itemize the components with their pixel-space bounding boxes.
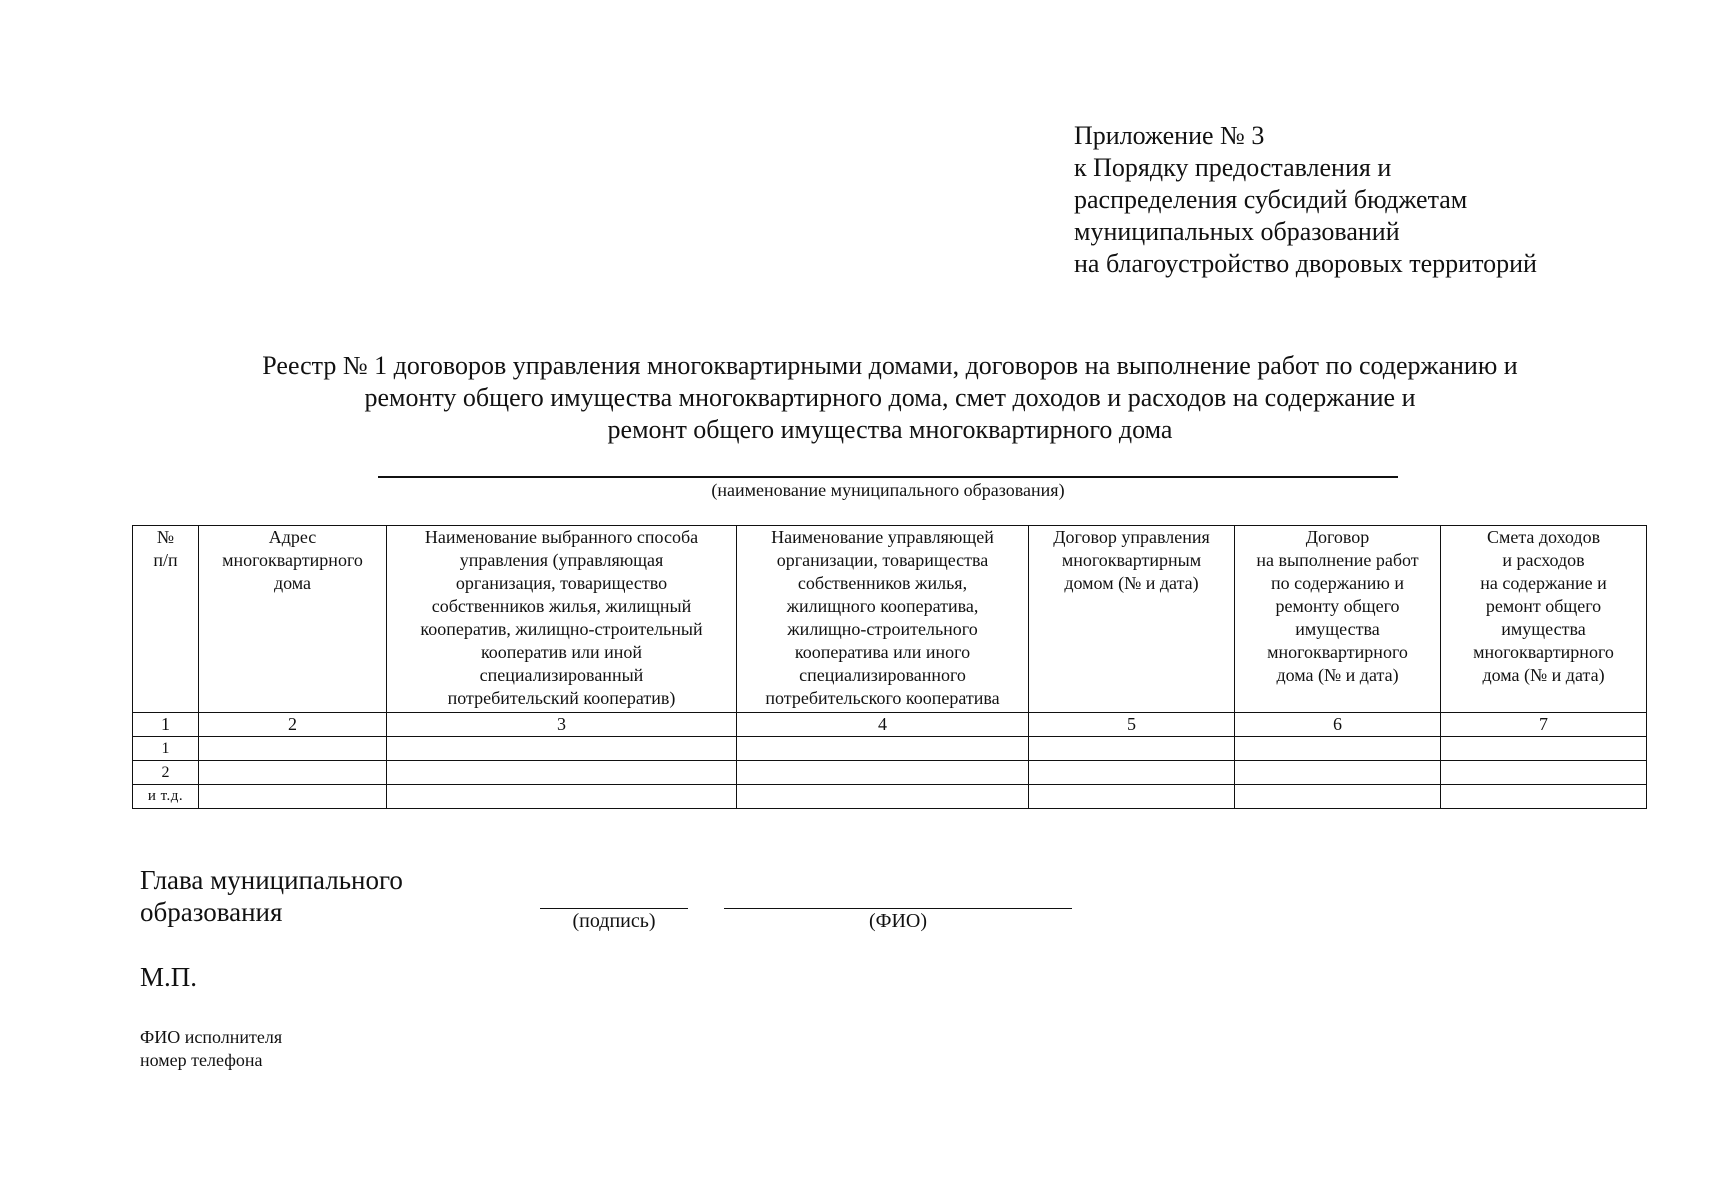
- table-cell[interactable]: [1235, 737, 1441, 761]
- title-line: ремонт общего имущества многоквартирного дома: [607, 415, 1173, 444]
- appendix-block: [1074, 120, 1537, 280]
- executor-phone-label: номер телефона: [140, 1050, 263, 1070]
- table-cell[interactable]: [387, 785, 737, 809]
- full-name-caption: (ФИО): [868, 910, 927, 932]
- column-number: 2: [199, 713, 387, 737]
- column-number: 7: [1441, 713, 1647, 737]
- appendix-line: на благоустройство дворовых территорий: [1074, 249, 1537, 278]
- signature-caption: (подпись): [572, 910, 656, 932]
- column-number: 6: [1235, 713, 1441, 737]
- executor-block: [140, 1026, 282, 1072]
- column-number-row: [133, 713, 1647, 737]
- table-cell[interactable]: [1235, 785, 1441, 809]
- table-cell[interactable]: [737, 785, 1029, 809]
- row-number: 2: [133, 761, 199, 785]
- column-number: 4: [737, 713, 1029, 737]
- table-cell[interactable]: [387, 761, 737, 785]
- header-management-method: Наименование выбранного способа управления (управляющая организация, товарищество собственников жилья, жилищный кооператив, жилищно-строительный кооператив или иной специализированный потребительский кооператив): [387, 526, 737, 713]
- header-maintenance-contract: Договор на выполнение работ по содержанию и ремонту общего имущества многоквартирного дома (№ и дата): [1235, 526, 1441, 713]
- table-cell[interactable]: [737, 761, 1029, 785]
- row-number: 1: [133, 737, 199, 761]
- table-row: [133, 761, 1647, 785]
- table-cell[interactable]: [199, 785, 387, 809]
- table-row: [133, 785, 1647, 809]
- appendix-line: Приложение № 3: [1074, 121, 1265, 150]
- table-cell[interactable]: [1029, 737, 1235, 761]
- table-cell[interactable]: [387, 737, 737, 761]
- municipality-caption: (наименование муниципального образования): [711, 480, 1065, 500]
- registry-table: [132, 525, 1647, 809]
- full-name-line[interactable]: [724, 908, 1072, 909]
- column-number: 3: [387, 713, 737, 737]
- table-cell[interactable]: [1029, 761, 1235, 785]
- executor-name-label: ФИО исполнителя: [140, 1027, 283, 1047]
- appendix-line: к Порядку предоставления и: [1074, 153, 1392, 182]
- table-cell[interactable]: [1029, 785, 1235, 809]
- stamp-place-label: М.П.: [140, 962, 198, 992]
- column-number: 1: [133, 713, 199, 737]
- signature-line[interactable]: [540, 908, 688, 909]
- table-cell[interactable]: [1235, 761, 1441, 785]
- table-cell[interactable]: [737, 737, 1029, 761]
- table-cell[interactable]: [1441, 761, 1647, 785]
- row-number: и т.д.: [133, 785, 199, 809]
- header-address: Адрес многоквартирного дома: [199, 526, 387, 713]
- column-number: 5: [1029, 713, 1235, 737]
- header-managing-organization: Наименование управляющей организации, товарищества собственников жилья, жилищного кооператива, жилищно-строительного кооператива или иного специализированного потребительского кооператива: [737, 526, 1029, 713]
- table-header-row: [133, 526, 1647, 713]
- table-cell[interactable]: [199, 737, 387, 761]
- head-of-municipality-label: Глава муниципального образования: [140, 865, 403, 927]
- appendix-line: распределения субсидий бюджетам: [1074, 185, 1468, 214]
- header-number: № п/п: [133, 526, 199, 713]
- table-row: [133, 737, 1647, 761]
- municipality-name-line[interactable]: [378, 476, 1398, 478]
- title-line: Реестр № 1 договоров управления многоквартирными домами, договоров на выполнение работ по содержанию и: [262, 351, 1518, 380]
- header-budget-estimate: Смета доходов и расходов на содержание и ремонт общего имущества многоквартирного дома (№ и дата): [1441, 526, 1647, 713]
- appendix-line: муниципальных образований: [1074, 217, 1400, 246]
- document-title: [120, 350, 1660, 446]
- table-cell[interactable]: [1441, 737, 1647, 761]
- table-cell[interactable]: [1441, 785, 1647, 809]
- title-line: ремонту общего имущества многоквартирного дома, смет доходов и расходов на содержание и: [364, 383, 1416, 412]
- table-cell[interactable]: [199, 761, 387, 785]
- header-management-contract: Договор управления многоквартирным домом (№ и дата): [1029, 526, 1235, 713]
